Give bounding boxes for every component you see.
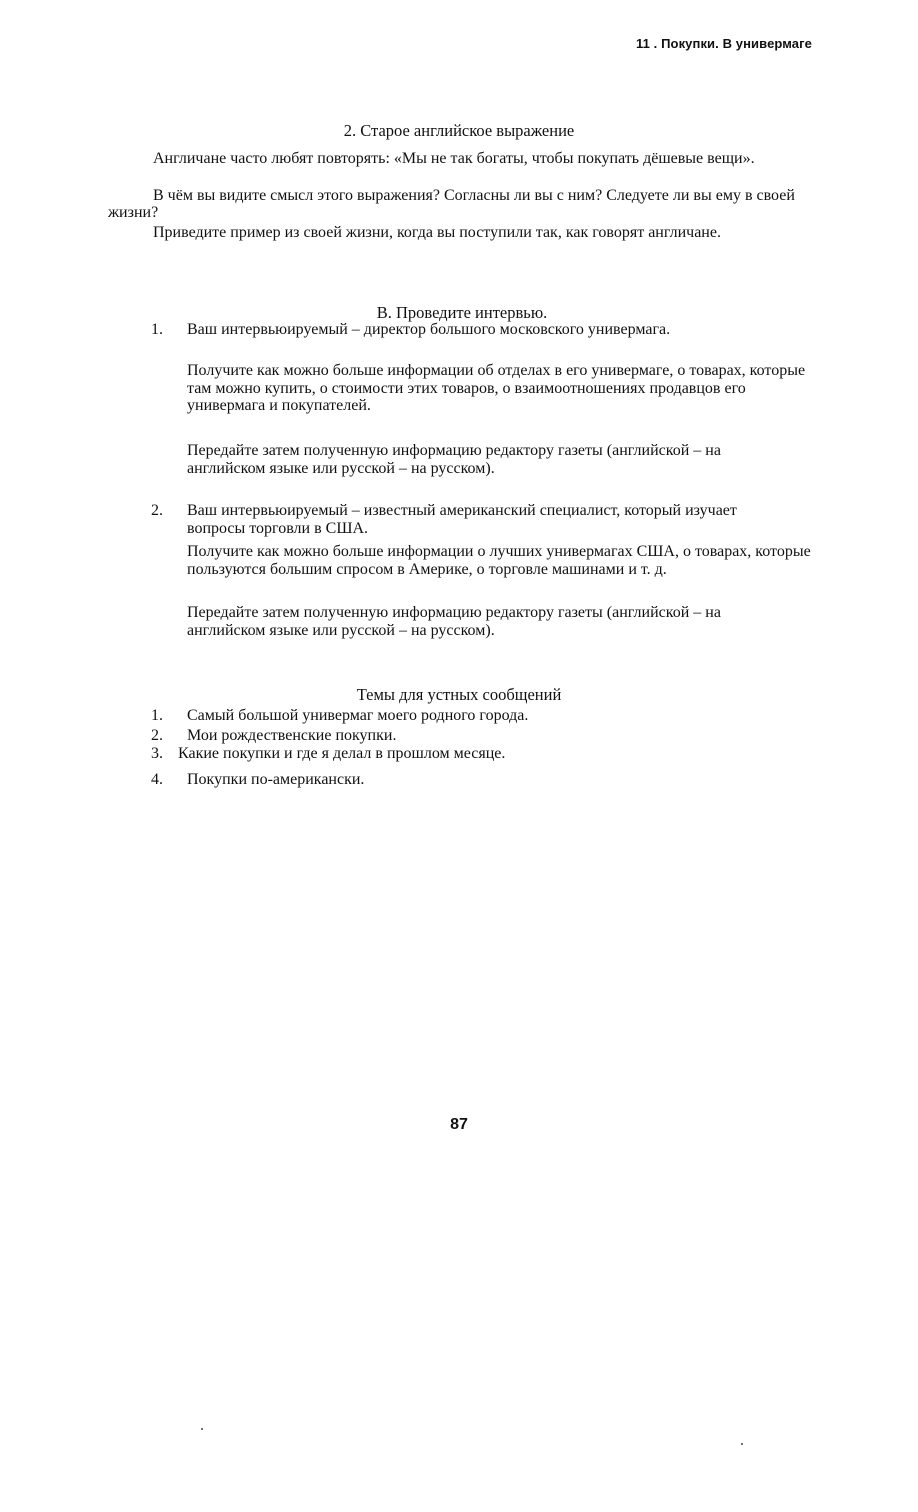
interview-heading: B. Проведите интервью. [376, 303, 548, 322]
scan-speck [741, 1443, 743, 1445]
interview-item-2-intro: Ваш интервьюируемый – известный американский специалист, который изучает вопросы торговли в США. [187, 502, 737, 537]
interview-item-2-task: Получите как можно больше информации о лучших универмагах США, о товарах, которые пользуются большим спросом в Америке, о торговле машинами и т. д. [187, 543, 811, 578]
topic-3-text: Какие покупки и где я делал в прошлом месяце. [178, 745, 506, 762]
interview-item-1-intro: Ваш интервьюируемый – директор большого московского универмага. [187, 321, 671, 338]
interview-item-1-transfer: Передайте затем полученную информацию редактору газеты (английской – на английском языке или русской – на русском). [187, 442, 721, 477]
topic-1-number: 1. [151, 707, 163, 724]
interview-item-2-number: 2. [151, 502, 163, 519]
expression-heading: 2. Старое английское выражение [343, 121, 575, 140]
expression-paragraph-3: Приведите пример из своей жизни, когда вы поступили так, как говорят англичане. [153, 224, 721, 241]
scan-speck [201, 1428, 203, 1430]
topic-4-text: Покупки по-американски. [187, 771, 365, 788]
topic-2-number: 2. [151, 727, 163, 744]
topic-1-text: Самый большой универмаг моего родного города. [187, 707, 529, 724]
page-number: 87 [450, 1116, 468, 1133]
expression-paragraph-2: В чём вы видите смысл этого выражения? Согласны ли вы с ним? Следуете ли вы ему в своей жизни? [108, 187, 795, 221]
expression-paragraph-1: Англичане часто любят повторять: «Мы не так богаты, чтобы покупать дёшевые вещи». [153, 150, 755, 167]
interview-item-1-task: Получите как можно больше информации об отделах в его универмаге, о товарах, которые там можно купить, о стоимости этих товаров, о взаимоотношениях продавцов его универмага и покупателей. [187, 362, 806, 414]
topics-heading: Темы для устных сообщений [356, 685, 562, 704]
running-header: 11 . Покупки. В универмаге [636, 36, 812, 51]
topic-4-number: 4. [151, 771, 163, 788]
topic-2-text: Мои рождественские покупки. [187, 727, 397, 744]
interview-item-1-number: 1. [151, 321, 163, 338]
interview-item-2-transfer: Передайте затем полученную информацию редактору газеты (английской – на английском языке или русской – на русском). [187, 604, 721, 639]
topic-3-number: 3. [151, 745, 163, 762]
